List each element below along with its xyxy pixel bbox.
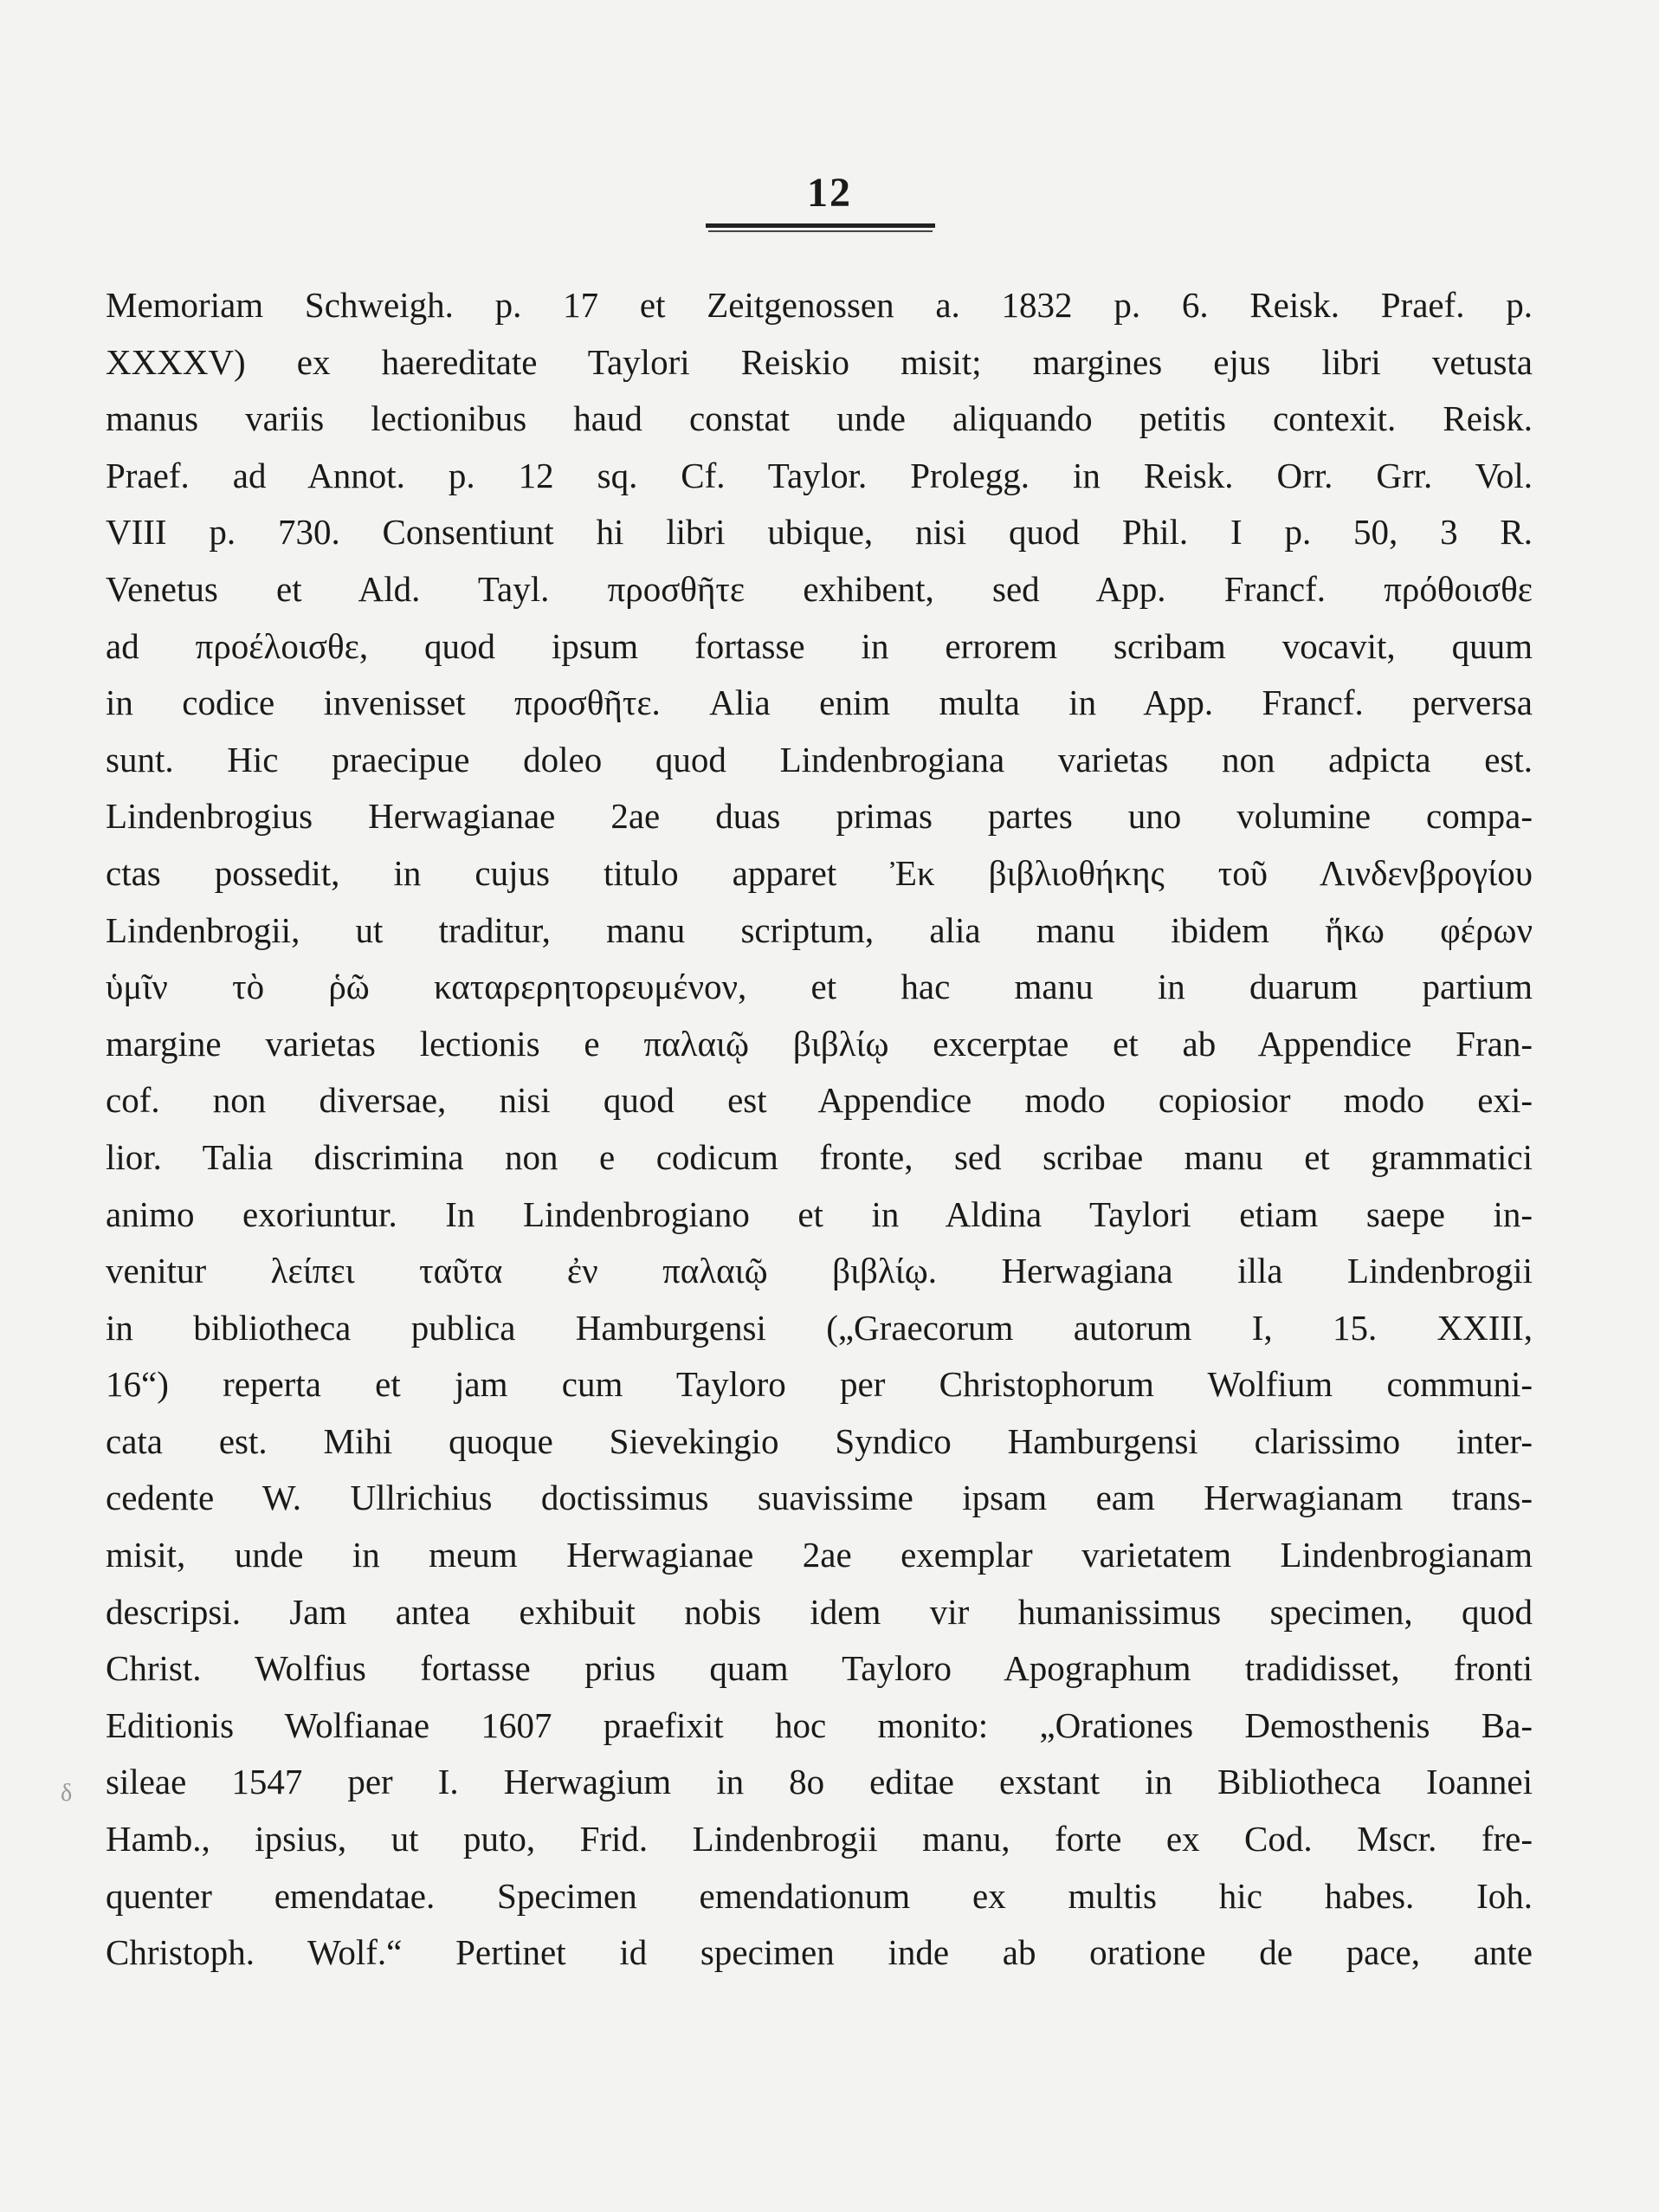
text-line: Memoriam Schweigh. p. 17 et Zeitgenossen a. 1832 p. 6. Reisk. Praef. p.	[106, 285, 1533, 325]
text-line: quenter emendatae. Specimen emendationum ex multis hic habes. Ioh.	[106, 1875, 1533, 1916]
text-line: VIII p. 730. Consentiunt hi libri ubique, nisi quod Phil. I p. 50, 3 R.	[106, 512, 1533, 553]
text-line: Lindenbrogius Herwagianae 2ae duas primas partes uno volumine compa-	[106, 796, 1533, 837]
text-line: misit, unde in meum Herwagianae 2ae exemplar varietatem Lindenbrogianam	[106, 1535, 1533, 1575]
text-line: animo exoriuntur. In Lindenbrogiano et in Aldina Taylori etiam saepe in-	[106, 1193, 1533, 1234]
text-line: Editionis Wolfianae 1607 praefixit hoc monito: „Orationes Demosthenis Ba-	[106, 1704, 1533, 1745]
text-line: ὑμῖν τὸ ῥῶ καταρερητορευμένον, et hac manu in duarum partium	[106, 967, 1533, 1007]
text-line: manus variis lectionibus haud constat unde aliquando petitis contexit. Reisk.	[106, 398, 1533, 439]
text-line: Venetus et Ald. Tayl. προσθῆτε exhibent, sed App. Francf. πρόθοισθε	[106, 568, 1533, 609]
text-line: 16“) reperta et jam cum Tayloro per Christophorum Wolfium communi-	[106, 1364, 1533, 1405]
text-line: Hamb., ipsius, ut puto, Frid. Lindenbrogii manu, forte ex Cod. Mscr. fre-	[106, 1819, 1533, 1860]
page-number: 12	[807, 170, 852, 216]
text-line: in bibliotheca publica Hamburgensi („Graecorum autorum I, 15. XXIII,	[106, 1307, 1533, 1348]
header-rule	[706, 223, 935, 228]
text-line: XXXXV) ex haereditate Taylori Reiskio misit; margines ejus libri vetusta	[106, 341, 1533, 382]
text-line: Praef. ad Annot. p. 12 sq. Cf. Taylor. Prolegg. in Reisk. Orr. Grr. Vol.	[106, 455, 1533, 495]
text-line: ctas possedit, in cujus titulo apparet Ἐκ βιβλιοθήκης τοῦ Λινδενβρογίου	[106, 852, 1533, 893]
body-text	[106, 277, 1533, 1982]
text-line: Christoph. Wolf.“ Pertinet id specimen inde ab oratione de pace, ante	[106, 1932, 1533, 1973]
text-line: sunt. Hic praecipue doleo quod Lindenbrogiana varietas non adpicta est.	[106, 739, 1533, 779]
text-line: sileae 1547 per I. Herwagium in 8o editae exstant in Bibliotheca Ioannei	[106, 1762, 1533, 1802]
text-line: venitur λείπει ταῦτα ἐν παλαιῷ βιβλίῳ. Herwagiana illa Lindenbrogii	[106, 1251, 1533, 1291]
margin-mark: δ	[61, 1780, 73, 1807]
text-line: in codice invenisset προσθῆτε. Alia enim multa in App. Francf. perversa	[106, 682, 1533, 723]
text-line: cata est. Mihi quoque Sievekingio Syndico Hamburgensi clarissimo inter-	[106, 1420, 1533, 1461]
text-line: margine varietas lectionis e παλαιῷ βιβλίῳ excerptae et ab Appendice Fran-	[106, 1023, 1533, 1064]
text-line: descripsi. Jam antea exhibuit nobis idem vir humanissimus specimen, quod	[106, 1591, 1533, 1632]
text-line: cof. non diversae, nisi quod est Appendice modo copiosior modo exi-	[106, 1080, 1533, 1121]
text-line: cedente W. Ullrichius doctissimus suavissime ipsam eam Herwagianam trans-	[106, 1478, 1533, 1518]
text-line: lior. Talia discrimina non e codicum fronte, sed scribae manu et grammatici	[106, 1136, 1533, 1177]
text-line: Christ. Wolfius fortasse prius quam Tayloro Apographum tradidisset, fronti	[106, 1648, 1533, 1689]
text-line: Lindenbrogii, ut traditur, manu scriptum, alia manu ibidem ἥκω φέρων	[106, 909, 1533, 950]
text-line: ad προέλοισθε, quod ipsum fortasse in errorem scribam vocavit, quum	[106, 625, 1533, 666]
header-rule-thin	[708, 230, 933, 232]
